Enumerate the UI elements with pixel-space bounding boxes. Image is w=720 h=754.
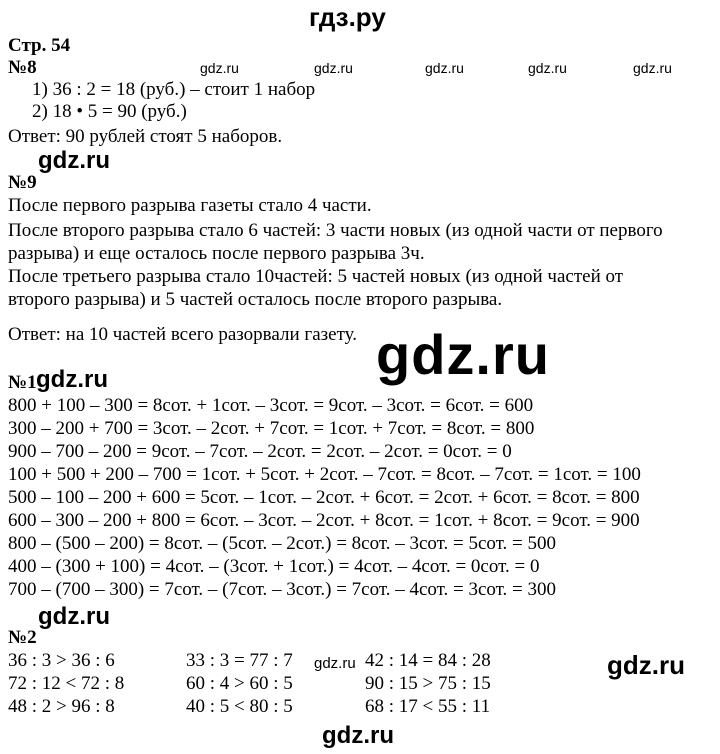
task1-line: 800 + 100 – 300 = 8сот. + 1сот. – 3сот. = 9сот. – 3сот. = 6сот. = 600 [8, 395, 534, 416]
watermark-small: gdz.ru [200, 60, 239, 76]
task2-col1-item: 36 : 3 > 36 : 6 [8, 650, 115, 671]
task2-col3-item: 42 : 14 = 84 : 28 [365, 650, 491, 671]
task9-answer: Ответ: на 10 частей всего разорвали газету. [8, 324, 357, 345]
watermark-label: gdz.ru [36, 366, 108, 393]
watermark-small: gdz.ru [314, 60, 353, 76]
task2-col1-item: 72 : 12 < 72 : 8 [8, 673, 125, 694]
watermark-label: gdz.ru [38, 147, 110, 174]
watermark-small: gdz.ru [528, 60, 567, 76]
watermark-label: gdz.ru [607, 650, 685, 680]
task8-line: 1) 36 : 2 = 18 (руб.) – стоит 1 набор [32, 79, 316, 100]
task1-line: 600 – 300 – 200 + 800 = 6сот. – 3сот. – 2сот. + 8сот. = 1сот. + 8сот. = 9сот. = 900 [8, 510, 640, 531]
page-number: Стр. 54 [8, 35, 71, 56]
task1-line: 500 – 100 – 200 + 600 = 5сот. – 1сот. – 2сот. + 6сот. = 2сот. + 6сот. = 8сот. = 800 [8, 487, 640, 508]
task1-line: 900 – 700 – 200 = 9сот. – 7сот. – 2сот. = 2сот. – 2сот. = 0сот. = 0 [8, 441, 512, 462]
task9-line: второго разрыва) и 5 частей осталось после второго разрыва. [8, 289, 503, 310]
watermark-label: gdz.ru [38, 603, 110, 630]
task9-line: После второго разрыва стало 6 частей: 3 части новых (из одной части от первого [8, 220, 663, 241]
task9-line: После первого разрыва газеты стало 4 части. [8, 195, 372, 216]
watermark-small: gdz.ru [425, 60, 464, 76]
task2-title: №2 [8, 627, 37, 648]
watermark-big: gdz.ru [376, 323, 550, 386]
task1-line: 800 – (500 – 200) = 8сот. – (5сот. – 2сот.) = 8сот. – 3сот. = 5сот. = 500 [8, 533, 557, 554]
task2-col3-item: 68 : 17 < 55 : 11 [365, 696, 491, 717]
watermark-small: gdz.ru [314, 655, 356, 672]
task1-line: 300 – 200 + 700 = 3сот. – 2сот. + 7сот. = 1сот. + 7сот. = 8сот. = 800 [8, 418, 535, 439]
site-title: гдз.ру [309, 2, 386, 32]
task8-title: №8 [8, 57, 37, 78]
task1-line: 100 + 500 + 200 – 700 = 1сот. + 5сот. + 2сот. – 7сот. = 8сот. – 7сот. = 1сот. = 100 [8, 464, 641, 485]
task1-line: 700 – (700 – 300) = 7сот. – (7сот. – 3сот.) = 7сот. – 4сот. = 3сот. = 300 [8, 579, 557, 600]
task2-col2-item: 33 : 3 = 77 : 7 [186, 650, 293, 671]
task2-col3-item: 90 : 15 > 75 : 15 [365, 673, 491, 694]
task8-line: 2) 18 • 5 = 90 (руб.) [32, 101, 187, 122]
task9-line: разрыва) и еще осталось после первого разрыва 3ч. [8, 243, 425, 264]
task1-line: 400 – (300 + 100) = 4сот. – (3сот. + 1сот.) = 4сот. – 4сот. = 0сот. = 0 [8, 556, 540, 577]
task9-line: После третьего разрыва стало 10частей: 5 частей новых (из одной частей от [8, 266, 624, 287]
task8-answer: Ответ: 90 рублей стоят 5 наборов. [8, 126, 283, 147]
task2-col2-item: 40 : 5 < 80 : 5 [186, 696, 293, 717]
task2-col2-item: 60 : 4 > 60 : 5 [186, 673, 293, 694]
watermark-label: gdz.ru [322, 722, 394, 749]
task2-col1-item: 48 : 2 > 96 : 8 [8, 696, 115, 717]
task1-title: №1 [8, 372, 37, 393]
task9-title: №9 [8, 172, 37, 193]
watermark-small: gdz.ru [633, 60, 672, 76]
